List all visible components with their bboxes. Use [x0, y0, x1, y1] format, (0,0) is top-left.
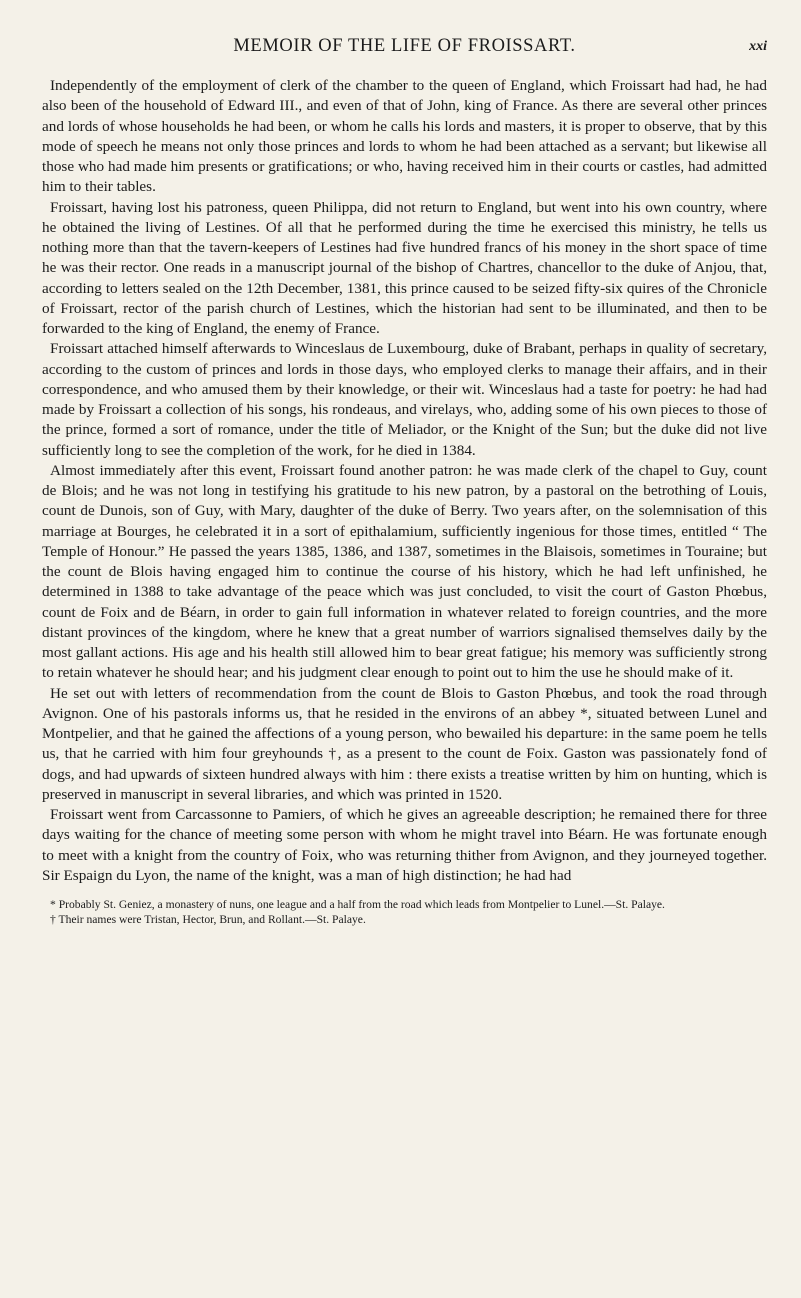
- paragraph: Almost immediately after this event, Froissart found another patron: he was made clerk of the chapel to Guy, count de Blois; and he was not long in testifying his gratitude to his new patron, by a pastoral on the betrothing of Louis, count de Dunois, son of Guy, with Mary, daughter of the duke of Berry. Two years after, on the solemnisation of this marriage at Bourges, he celebrated it in a sort of epithalamium, sufficiently ingenious for those times, entitled “ The Temple of Honour.” He passed the years 1385, 1386, and 1387, sometimes in the Blaisois, sometimes in Touraine; but the count de Blois having engaged him to continue the course of his history, which he had left unfinished, he determined in 1388 to take advantage of the peace which was just concluded, to visit the court of Gaston Phœbus, count de Foix and de Béarn, in order to gain full information in whatever related to foreign countries, and the more distant provinces of the kingdom, where he knew that a great number of warriors signalised themselves daily by the most gallant actions. His age and his health still allowed him to bear great fatigue; his memory was sufficiently strong to retain whatever he should hear; and his judgment clear enough to point out to him the use he should make of it.: [42, 461, 767, 682]
- paragraph: He set out with letters of recommendation from the count de Blois to Gaston Phœbus, and took the road through Avignon. One of his pastorals informs us, that he resided in the environs of an abbey *, situated between Lunel and Montpelier, and that he gained the affections of a young person, who bewailed his departure: in the same poem he tells us, that he carried with him four greyhounds †, as a present to the count de Foix. Gaston was passionately fond of dogs, and had upwards of sixteen hundred always with him : there exists a treatise written by him on hunting, which is preserved in manuscript in several libraries, and which was printed in 1520.: [42, 684, 767, 803]
- body-text: [42, 76, 767, 886]
- paragraph: Froissart, having lost his patroness, queen Philippa, did not return to England, but went into his own country, where he obtained the living of Lestines. Of all that he performed during the time he exercised this ministry, he tells us nothing more than that the tavern-keepers of Lestines had five hundred francs of his money in the short space of time he was their rector. One reads in a manuscript journal of the bishop of Chartres, chancellor to the duke of Anjou, that, according to letters sealed on the 12th December, 1381, this prince caused to be seized fifty-six quires of the Chronicle of Froissart, rector of the parish church of Lestines, which the historian had sent to be illuminated, and then to be forwarded to the king of England, the enemy of France.: [42, 198, 767, 337]
- paragraph: Froissart went from Carcassonne to Pamiers, of which he gives an agreeable description; he remained there for three days waiting for the chance of meeting some person with whom he might travel into Béarn. He was fortunate enough to meet with a knight from the country of Foix, who was returning thither from Avignon, and they journeyed together. Sir Espaign du Lyon, the name of the knight, was a man of high distinction; he had had: [42, 806, 767, 884]
- running-title: MEMOIR OF THE LIFE OF FROISSART.: [233, 36, 576, 56]
- footnotes: [42, 897, 767, 927]
- page-number: xxi: [749, 39, 767, 54]
- paragraph: Froissart attached himself afterwards to Winceslaus de Luxembourg, duke of Brabant, perhaps in quality of secretary, according to the custom of princes and lords in those days, who employed clerks to manage their affairs, and in their correspondence, and who amused them by their knowledge, or their wit. Winceslaus had a taste for poetry: he had had made by Froissart a collection of his songs, his rondeaus, and virelays, who, adding some of his own pieces to those of the prince, formed a sort of romance, under the title of Meliador, or the Knight of the Sun; but the duke did not live sufficiently long to see the completion of the work, for he died in 1384.: [42, 340, 767, 459]
- footnote: † Their names were Tristan, Hector, Brun, and Rollant.—St. Palaye.: [50, 913, 366, 926]
- footnote: * Probably St. Geniez, a monastery of nuns, one league and a half from the road which leads from Montpelier to Lunel.—St. Palaye.: [50, 898, 665, 911]
- running-header: [42, 30, 767, 60]
- paragraph: Independently of the employment of clerk of the chamber to the queen of England, which Froissart had had, he had also been of the household of Edward III., and even of that of John, king of France. As there are several other princes and lords of whose households he had been, or whom he calls his lords and masters, it is proper to observe, that by this mode of speech he means not only those princes and lords to whom he had been attached as a servant; but likewise all those who had made him presents or gratifications; or who, having received him in their courts or castles, had admitted him to their tables.: [42, 77, 767, 196]
